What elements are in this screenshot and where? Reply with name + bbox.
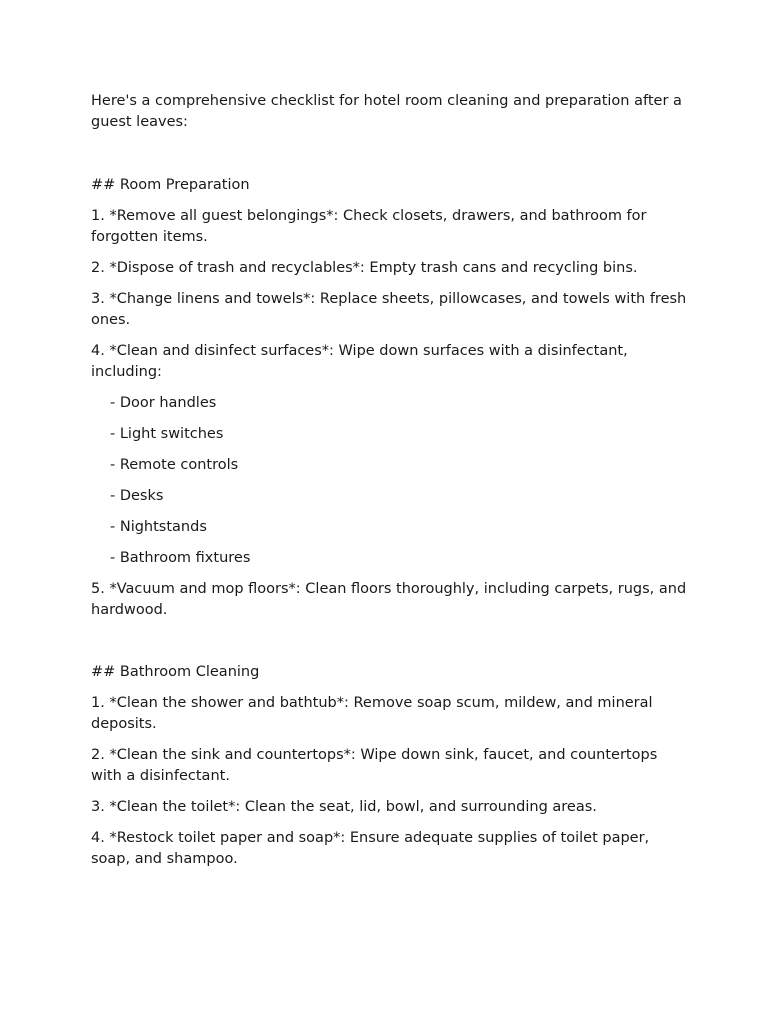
bathroom-item-3: 3. *Clean the toilet*: Clean the seat, lid, bowl, and surrounding areas.	[91, 799, 597, 815]
surface-subitem-door-handles: - Door handles	[110, 395, 217, 411]
intro-paragraph: Here's a comprehensive checklist for hotel room cleaning and preparation after a guest leaves:	[91, 93, 682, 130]
bathroom-item-2: 2. *Clean the sink and countertops*: Wipe down sink, faucet, and countertops with a disinfectant.	[91, 747, 658, 784]
bathroom-item-4: 4. *Restock toilet paper and soap*: Ensure adequate supplies of toilet paper, soap, and shampoo.	[91, 830, 650, 867]
surface-subitem-desks: - Desks	[110, 488, 164, 504]
bathroom-cleaning-heading: ## Bathroom Cleaning	[91, 664, 260, 680]
surface-subitem-nightstands: - Nightstands	[110, 519, 207, 535]
bathroom-item-1: 1. *Clean the shower and bathtub*: Remove soap scum, mildew, and mineral deposits.	[91, 695, 653, 732]
room-preparation-heading: ## Room Preparation	[91, 177, 250, 193]
surface-subitem-light-switches: - Light switches	[110, 426, 224, 442]
room-prep-item-2: 2. *Dispose of trash and recyclables*: Empty trash cans and recycling bins.	[91, 260, 638, 276]
document-body	[91, 91, 691, 880]
room-prep-item-3: 3. *Change linens and towels*: Replace sheets, pillowcases, and towels with fresh ones.	[91, 291, 687, 328]
surface-subitem-bathroom-fixtures: - Bathroom fixtures	[110, 550, 251, 566]
room-prep-item-5: 5. *Vacuum and mop floors*: Clean floors thoroughly, including carpets, rugs, and hardwood.	[91, 581, 687, 618]
surface-subitem-remote-controls: - Remote controls	[110, 457, 239, 473]
room-prep-item-4: 4. *Clean and disinfect surfaces*: Wipe down surfaces with a disinfectant, including:	[91, 343, 628, 380]
room-prep-item-1: 1. *Remove all guest belongings*: Check closets, drawers, and bathroom for forgotten items.	[91, 208, 647, 245]
section-spacer	[91, 631, 691, 662]
